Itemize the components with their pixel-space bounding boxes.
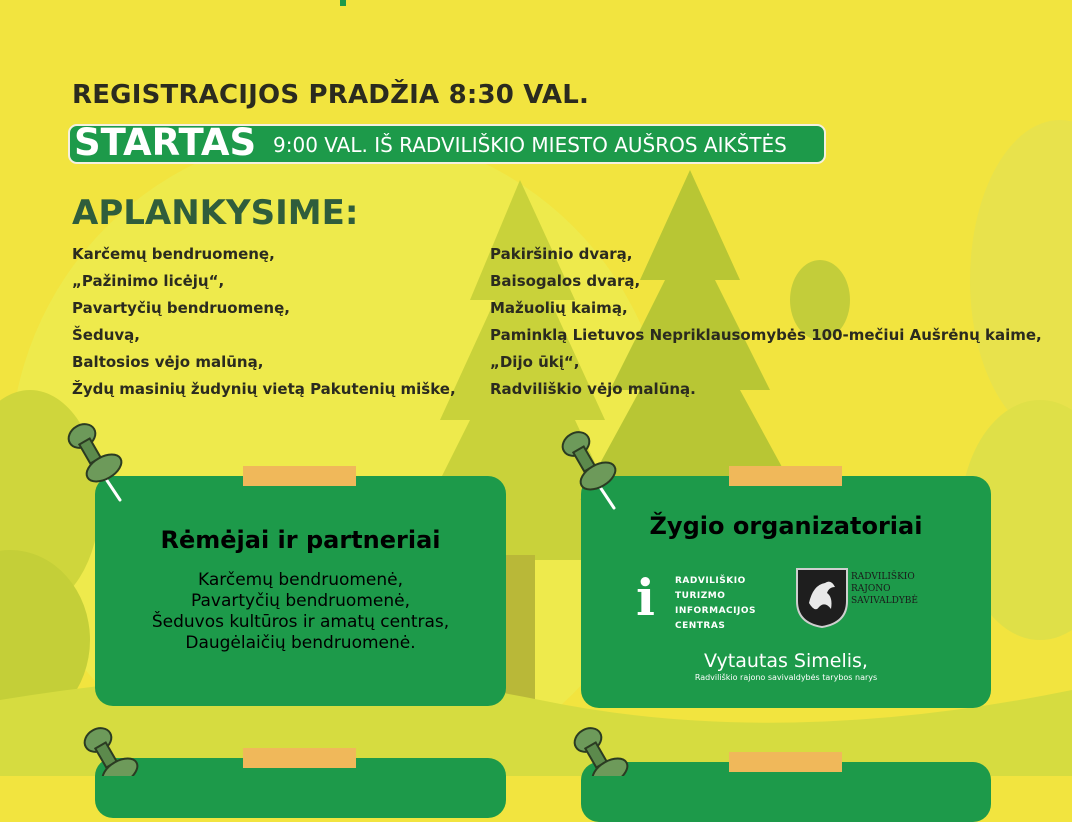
list-item: Radviliškio vėjo malūną. [490, 380, 696, 398]
coat-of-arms-icon [795, 567, 849, 629]
tape-strip [243, 466, 356, 486]
tic-logo-line: TURIZMO [675, 591, 726, 601]
tic-logo-line: CENTRAS [675, 621, 726, 631]
tic-logo-text [675, 574, 756, 634]
organizer-person: Vytautas Simelis, [704, 650, 868, 672]
list-item: Karčemų bendruomenę, [72, 245, 275, 263]
list-item: Žydų masinių žudynių vietą Pakutenių miške, [72, 380, 456, 398]
tape-strip [729, 752, 842, 772]
sponsor-line: Šeduvos kultūros ir amatų centras, [151, 612, 450, 632]
list-item: Mažuolių kaimą, [490, 299, 628, 317]
list-item: Baisogalos dvarą, [490, 272, 641, 290]
pushpin-icon [554, 426, 626, 512]
sponsor-line: Daugėlaičių bendruomenė. [185, 633, 416, 653]
list-item: Šeduvą, [72, 326, 140, 344]
list-item: Baltosios vėjo malūną, [72, 353, 264, 371]
municipality-line: SAVIVALDYBĖ [851, 596, 918, 606]
list-item: Pakiršinio dvarą, [490, 245, 633, 263]
organizers-title: Žygio organizatoriai [649, 512, 923, 540]
sponsor-line: Pavartyčių bendruomenė, [191, 591, 410, 611]
pushpin-icon [60, 418, 132, 504]
list-item: „Pažinimo licėjų“, [72, 272, 225, 290]
tape-strip [729, 466, 842, 486]
tic-logo-line: INFORMACIJOS [675, 606, 756, 616]
organizer-person-role: Radviliškio rajono savivaldybės tarybos narys [694, 673, 878, 682]
start-label: STARTAS [74, 121, 257, 164]
visit-list-right [490, 241, 1042, 403]
sponsors-list [95, 570, 506, 654]
list-item: Paminklą Lietuvos Nepriklausomybės 100-mečiui Aušrėnų kaime, [490, 326, 1042, 344]
tic-logo-line: RADVILIŠKIO [675, 576, 746, 586]
start-info: 9:00 VAL. IŠ RADVILIŠKIO MIESTO AUŠROS AIKŠTĖS [273, 133, 787, 157]
visit-list-left [72, 241, 456, 403]
list-item: „Dijo ūkį“, [490, 353, 580, 371]
registration-time: REGISTRACIJOS PRADŽIA 8:30 VAL. [72, 80, 590, 110]
municipality-line: RADVILIŠKIO [851, 572, 915, 582]
list-item: Pavartyčių bendruomenę, [72, 299, 290, 317]
pushpin-icon [76, 722, 148, 776]
sponsor-line: Karčemų bendruomenė, [197, 570, 404, 590]
municipality-line: RAJONO [851, 584, 891, 594]
tape-strip [243, 748, 356, 768]
pushpin-icon [566, 722, 638, 776]
municipality-logo-text [851, 571, 918, 607]
sponsors-title: Rėmėjai ir partneriai [160, 526, 441, 554]
visit-heading: APLANKYSIME: [72, 193, 359, 233]
info-letter-icon: i [636, 568, 655, 627]
